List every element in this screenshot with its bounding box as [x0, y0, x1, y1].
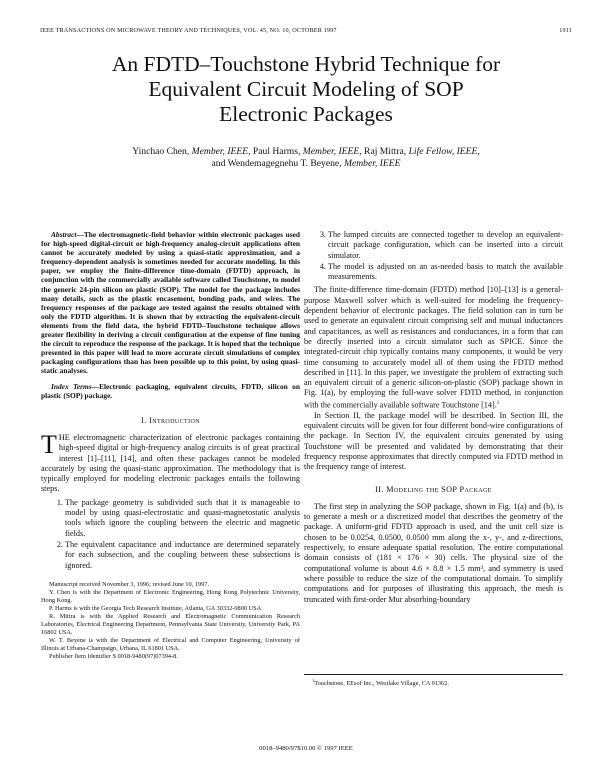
copyright-footer: 0018–9480/97$10.00 © 1997 IEEE: [259, 745, 353, 752]
author-role: Life Fellow, IEEE,: [408, 146, 480, 157]
paragraph-text: The finite-difference time-domain (FDTD) method [10]–[13] is a general-purpose Maxwell solver which is well-suited for modeling the frequency-dependent behavior of electronic packages. The field solution can in turn be used to generate an equivalent circuit comprising self and mutual inductances and capacitances, as well as resistances and conductances, in a form that can be directly inserted into a circuit simulator such as SPICE. Since the integrated-circuit chip typically contains many components, it would be very time consuming to accurately model all of them using the FDTD method described in [11]. In this paper, we investigate the problem of extracting such an equivalent circuit of a generic silicon-on-plastic (SOP) package shown in Fig. 1(a), by employing the full-wave solver FDTD method, in conjunction with the commercially available software Touchstone [14].: [304, 285, 563, 410]
author-name: Paul Harms,: [252, 146, 301, 157]
footnote: R. Mittra is with the Applied Research and Electromagnetic Communication Research Laboratories, Electrical Engineering Department, Pennsylvania State University, University Park, PA 16802 USA.: [41, 612, 300, 636]
method-steps-continued: [304, 230, 563, 282]
title-line: Electronic Packages: [219, 102, 393, 126]
footnote: P. Harms is with the Georgia Tech Research Institute, Atlanta, GA 30332-0800 USA.: [49, 604, 263, 612]
list-item: 3. The lumped circuits are connected together to develop an equivalent-circuit package configuration, which can be inserted into a circuit simulator.: [328, 230, 563, 261]
index-terms-text: Electronic packaging, equivalent circuits, FDTD, silicon on plastic (SOP) package.: [41, 381, 300, 400]
index-terms: [41, 382, 300, 400]
footnote: [304, 677, 563, 688]
section-numeral: II.: [375, 484, 384, 494]
section-heading: [41, 416, 300, 426]
right-column: [304, 230, 563, 605]
section-title: Modeling the SOP Package: [386, 484, 492, 494]
list-item: 2. The equivalent capacitance and inductance are determined separately for each subsection, and the coupling between these subsections is ignored.: [65, 540, 300, 571]
author-name: and Wendemagegnehu T. Beyene,: [211, 158, 342, 169]
footnote: W. T. Beyene is with the Department of Electrical and Computer Engineering, University of Illinois at Urbana-Champaign, Urbana, IL 61801 USA.: [41, 636, 300, 652]
body-paragraph: [304, 285, 563, 410]
section-numeral: I.: [141, 415, 147, 425]
footnotes: [41, 581, 300, 661]
list-item: 1. The package geometry is subdivided such that it is manageable to model by using quasi-electrostatic and quasi-magnetostatic analysis tools which ignore the coupling between the electric and magnetic fields.: [65, 498, 300, 539]
left-column: [41, 230, 300, 661]
section-heading: [304, 485, 563, 495]
author-role: Member, IEEE: [343, 158, 401, 169]
title-line: An FDTD–Touchstone Hybrid Technique for: [111, 52, 501, 76]
abstract-label: Abstract—: [51, 230, 84, 239]
author-line: [40, 146, 572, 158]
abstract: [41, 230, 300, 376]
journal-header: IEEE TRANSACTIONS ON MICROWAVE THEORY AND TECHNIQUES, VOL. 45, NO. 10, OCTOBER 1997: [40, 27, 337, 34]
author-name: Raj Mittra,: [364, 146, 407, 157]
abstract-text: The electromagnetic-field behavior within electronic packages used for high-speed digital-circuit or high-frequency analog-circuit applications often cannot be accurately modeled by using a quasi-static approximation, and a frequency-dependent analysis is sometimes needed for accurate modeling. In this paper, we employ the finite-difference time-domain (FDTD) approach, in conjunction with the commercially available software called Touchstone, to model the generic 24-pin silicon on plastic (SOP). The model for the package includes many details, such as the plastic encasement, bonding pads, and wires. The frequency responses of the package are tested against the results obtained with only the FDTD algorithm. It is shown that by extracting the equivalent-circuit elements from the field data, the hybrid FDTD–Touchstone technique allows greater flexibility in deriving a circuit configuration at the expense of fine tuning the circuit to reproduce the response of the package. It is hoped that the technique presented in this paper will lead to more accurate circuit simulations of complex packaging configurations than has been possible up to this point, by using quasi-static analyses.: [41, 230, 300, 376]
body-paragraph: The first step in analyzing the SOP package, shown in Fig. 1(a) and (b), is to generate a mesh or a discretized model that describes the geometry of the package. A uniform-grid FDTD approach is used, and the unit cell size is chosen to be 0.0254, 0.0500, 0.0500 mm along the x-, y-, and z-directions, respectively, to ensure adequate spatial resolution. The entire computational domain consists of (181 × 176 × 30) cells. The physical size of the computational volume is about 4.6 × 8.8 × 1.5 mm³, and symmetry is used where possible to reduce the size of the computational domain. To simplify computations and for purposes of illustrating this approach, the mesh is truncated with first-order Mur absorbing-boundary: [304, 501, 563, 604]
title-line: Equivalent Circuit Modeling of SOP: [148, 77, 464, 101]
footnote-marker: 1: [496, 400, 500, 406]
footnote-right: [304, 674, 563, 688]
author-list: [40, 146, 572, 170]
footnote-mark: 1: [312, 678, 315, 683]
intro-paragraph: [41, 429, 300, 495]
author-name: Yinchao Chen,: [132, 146, 190, 157]
paragraph-text: HE electromagnetic characterization of electronic packages containing high-speed digital or high-frequency analog circuits is of great practical interest [1]–[11], [14], and often these packages cannot be modeled accurately by using the quasi-static approximation. The methodology that is typically employed for modeling electronic packages entails the following steps.: [41, 432, 300, 494]
method-steps: [41, 498, 300, 571]
index-terms-label: Index Terms—: [51, 381, 100, 391]
footnote: Publisher Item Identifier S 0018-9480(97)07394-8.: [49, 652, 178, 660]
footnote: Y. Chen is with the Department of Electronic Engineering, Hong Kong Polytechnic University, Hong Kong.: [41, 588, 300, 604]
page-number: 1911: [559, 27, 572, 34]
list-item: 4. The model is adjusted on an as-needed basis to match the available measurements.: [328, 262, 563, 283]
footnote: Manuscript received November 3, 1996; revised June 10, 1997.: [49, 580, 210, 588]
section-title: Introduction: [149, 415, 200, 425]
author-line: [40, 158, 572, 170]
author-role: Member, IEEE,: [302, 146, 362, 157]
paper-title: [40, 52, 572, 127]
author-role: Member, IEEE,: [191, 146, 251, 157]
body-paragraph: In Section II, the package model will be described. In Section III, the equivalent circuits will be given for four different bond-wire configurations of the package. In Section IV, the equivalent circuits generated by using Touchstone will be presented and validated by demonstrating that their frequency response approximates that directly computed via FDTD method in the frequency range of interest.: [304, 410, 563, 472]
footnote-text: Touchstone, EEsof Inc., Westlake Village, CA 91362.: [314, 680, 449, 688]
drop-cap: T: [41, 429, 57, 459]
